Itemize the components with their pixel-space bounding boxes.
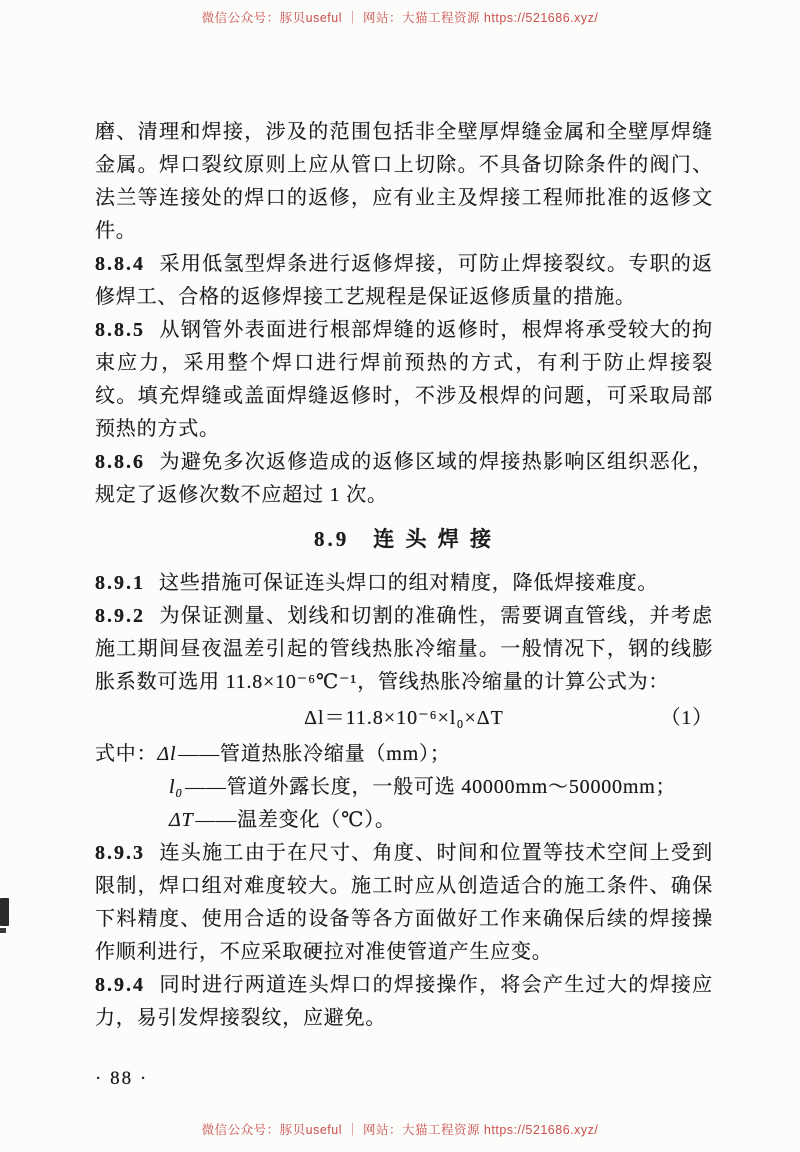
document-body <box>95 116 713 1035</box>
equation-expression: Δl＝11.8×10⁻⁶×l₀×ΔT <box>304 707 504 729</box>
section-number-8-8-5: 8.8.5 <box>95 319 145 341</box>
section-number-8-9-4: 8.9.4 <box>95 974 145 996</box>
definition-term-dl: Δl <box>157 743 177 765</box>
definition-line-dt <box>95 804 713 837</box>
scan-edge-artifact <box>0 898 9 926</box>
paragraph-8-9-3 <box>95 837 713 969</box>
paragraph-8-9-1 <box>95 567 713 600</box>
watermark-bottom: 微信公众号：豚贝useful ｜ 网站：大猫工程资源 https://521686.xyz/ <box>201 1123 599 1137</box>
definition-desc-l0: ——管道外露长度，一般可选 40000mm～50000mm； <box>185 776 677 798</box>
paragraph-text-8-9-4: 同时进行两道连头焊口的焊接操作，将会产生过大的焊接应力，易引发焊接裂纹，应避免。 <box>95 974 713 1029</box>
paragraph-8-9-2 <box>95 600 713 699</box>
section-number-8-9-1: 8.9.1 <box>95 572 145 594</box>
section-heading-8-9: 8.9 连 头 焊 接 <box>314 527 494 551</box>
equation-1 <box>95 702 713 735</box>
definition-line-l0 <box>95 771 713 804</box>
paragraph-text-8-8-4: 采用低氢型焊条进行返修焊接，可防止焊接裂纹。专职的返修焊工、合格的返修焊接工艺规程是保证返修质量的措施。 <box>95 253 713 308</box>
paragraph-8-9-4 <box>95 969 713 1035</box>
definition-prefix: 式中： <box>95 743 158 765</box>
watermark-top: 微信公众号：豚贝useful ｜ 网站：大猫工程资源 https://521686.xyz/ <box>201 11 599 25</box>
definition-line-dl <box>95 738 713 771</box>
paragraph-text-8-9-2: 为保证测量、划线和切割的准确性，需要调直管线，并考虑施工期间昼夜温差引起的管线热胀冷缩量。一般情况下，钢的线膨胀系数可选用 11.8×10⁻⁶℃⁻¹，管线热胀冷缩量的计算公式为： <box>95 605 713 693</box>
definition-term-dt: ΔT <box>169 809 194 831</box>
definition-desc-dt: ——温差变化（℃）。 <box>195 809 396 831</box>
paragraph-intro: 磨、清理和焊接，涉及的范围包括非全壁厚焊缝金属和全壁厚焊缝金属。焊口裂纹原则上应从管口上切除。不具备切除条件的阀门、法兰等连接处的焊口的返修，应有业主及焊接工程师批准的返修文件。 <box>95 121 713 242</box>
page-number: · 88 · <box>95 1068 149 1089</box>
section-number-8-9-2: 8.9.2 <box>95 605 145 627</box>
definition-desc-dl: ——管道热胀冷缩量（mm）； <box>178 743 451 765</box>
paragraph-text-8-9-3: 连头施工由于在尺寸、角度、时间和位置等技术空间上受到限制，焊口组对难度较大。施工时应从创造适合的施工条件、确保下料精度、使用合适的设备等各方面做好工作来确保后续的焊接操作顺利进行，不应采取硬拉对准使管道产生应变。 <box>95 842 713 963</box>
paragraph-8-8-4 <box>95 248 713 314</box>
paragraph-text-8-9-1: 这些措施可保证连头焊口的组对精度，降低焊接难度。 <box>159 572 659 594</box>
section-number-8-8-6: 8.8.6 <box>95 451 145 473</box>
paragraph-text-8-8-6: 为避免多次返修造成的返修区域的焊接热影响区组织恶化，规定了返修次数不应超过 1 次。 <box>95 451 713 506</box>
definition-term-l0: l₀ <box>169 776 184 798</box>
paragraph-text-8-8-5: 从钢管外表面进行根部焊缝的返修时，根焊将承受较大的拘束应力，采用整个焊口进行焊前预热的方式，有利于防止焊接裂纹。填充焊缝或盖面焊缝返修时，不涉及根焊的问题，可采取局部预热的方式。 <box>95 319 713 440</box>
section-number-8-8-4: 8.8.4 <box>95 253 145 275</box>
equation-number: （1） <box>660 707 713 729</box>
section-number-8-9-3: 8.9.3 <box>95 842 145 864</box>
paragraph-8-8-6 <box>95 446 713 512</box>
paragraph-8-8-5 <box>95 314 713 446</box>
